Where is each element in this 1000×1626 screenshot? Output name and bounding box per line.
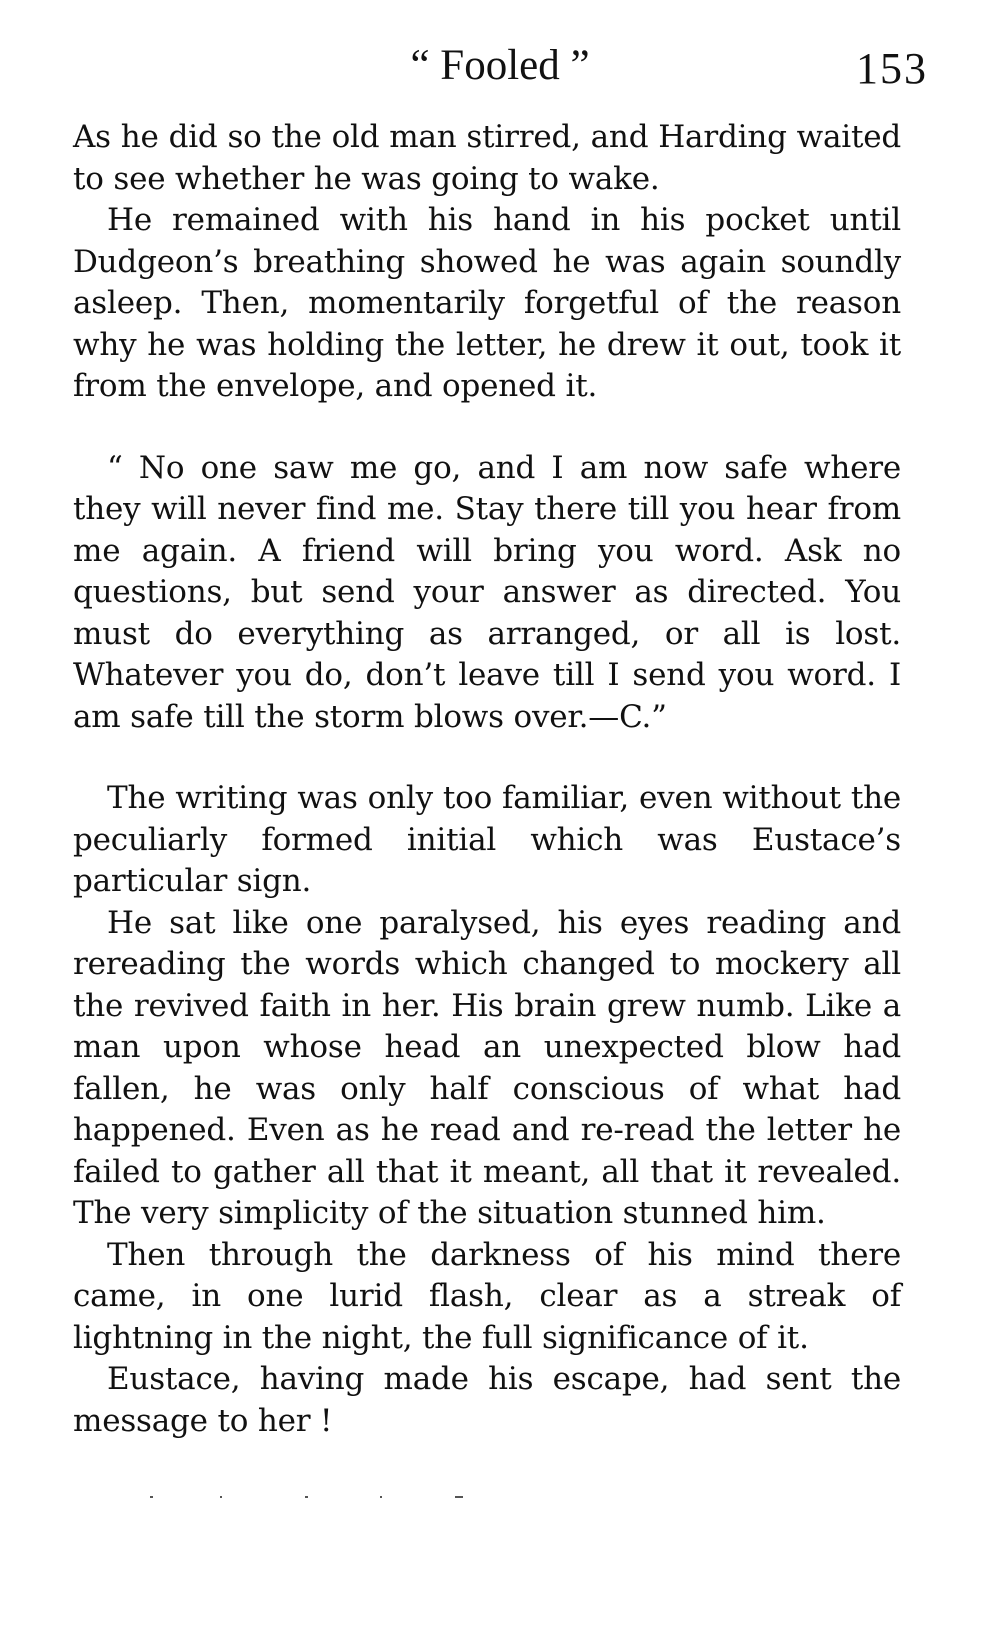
- running-head: [0, 36, 1000, 96]
- page-number: 153: [856, 44, 928, 93]
- paragraph-2: He remained with his hand in his pocket until Dudgeon’s breathing showed he was again soundly asleep. Then, momentarily forgetful of the reason why he was holding the letter, he drew it out, took it from the envelope, and opened it.: [73, 202, 901, 404]
- speck: [150, 1496, 153, 1498]
- speck: [305, 1496, 308, 1498]
- paragraph-6: Then through the darkness of his mind there came, in one lurid flash, clear as a streak of lightning in the night, the full significance of it.: [73, 1236, 901, 1356]
- speck: [220, 1496, 222, 1498]
- speck: [380, 1496, 382, 1498]
- paragraph-1: As he did so the old man stirred, and Harding waited to see whether he was going to wake.: [73, 119, 901, 197]
- body-text: [73, 117, 901, 1442]
- speck: [455, 1496, 463, 1498]
- print-specks: [150, 1496, 470, 1500]
- quoted-letter: “ No one saw me go, and I am now safe where they will never find me. Stay there till you hear from me again. A friend will bring you word. Ask no questions, but send your answer as directed. You must do everything as arranged, or all is lost. Whatever you do, don’t leave till I send you word. I am safe till the storm blows over.—C.”: [73, 449, 901, 735]
- paragraph-4: The writing was only too familiar, even without the peculiarly formed initial which was Eustace’s particular sign.: [73, 780, 901, 899]
- paragraph-5: He sat like one paralysed, his eyes reading and rereading the words which changed to mockery all the revived faith in her. His brain grew numb. Like a man upon whose head an unexpected blow had fallen, he was only half conscious of what had happened. Even as he read and re-read the letter he failed to gather all that it meant, all that it revealed. The very simplicity of the situation stunned him.: [73, 904, 901, 1231]
- running-title: “ Fooled ”: [410, 42, 590, 89]
- paragraph-7: Eustace, having made his escape, had sent the message to her !: [73, 1361, 901, 1439]
